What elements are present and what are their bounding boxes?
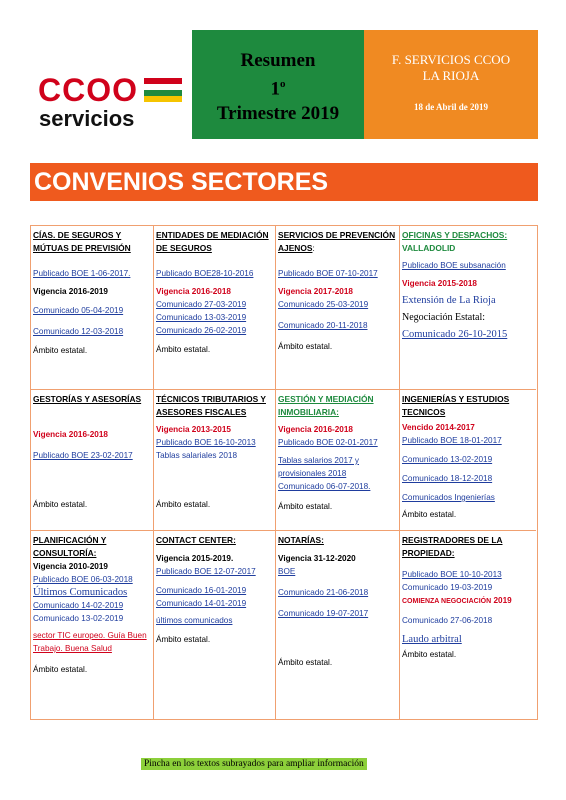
ambito-text: Ámbito estatal. (33, 500, 88, 509)
comunicado-link[interactable]: Comunicado 13-02-2019 (402, 455, 493, 464)
comienza-negociacion: COMIENZA NEGOCIACIÓN (402, 598, 492, 605)
boe-link[interactable]: Publicado BOE 02-01-2017 (278, 438, 378, 447)
report-title: Resumen 1$^o$ Trimestre 2019 (192, 30, 364, 139)
boe-link[interactable]: Publicado BOE subsanación (402, 261, 506, 270)
comunicado-link[interactable]: Comunicado 18-12-2018 (402, 474, 493, 483)
rioja-flag-icon (144, 78, 182, 102)
comunicado-link[interactable]: Comunicado 26-02-2019 (156, 326, 247, 335)
tablas-link[interactable]: Tablas salariales 2018 (156, 451, 238, 460)
cell-tecnicos (154, 390, 276, 531)
boe-link[interactable]: Publicado BOE 18-01-2017 (402, 436, 502, 445)
cell-contact-center (154, 531, 276, 719)
vigencia-text: Vigencia 2016-2018 (156, 287, 231, 296)
cell-title: ENTIDADES DE MEDIACIÓN DE SEGUROS (156, 230, 269, 253)
ambito-text: Ámbito estatal. (278, 502, 333, 511)
ambito-text: Ámbito estatal. (33, 665, 88, 674)
cell-planificacion (31, 531, 154, 719)
vigencia-text: Vigencia 2016-2018 (33, 430, 108, 439)
cell-title: NOTARÍAS: (278, 535, 324, 545)
guia-link[interactable]: sector TIC europeo. Guía Buen Trabajo. Buena Salud (33, 631, 147, 653)
ambito-text: Ámbito estatal. (278, 342, 333, 351)
cell-title: GESTIÓN Y MEDIACIÓN INMOBILIARIA: (278, 394, 374, 417)
logo-subtext: servicios (39, 106, 135, 131)
comunicado-link[interactable]: Comunicado 14-01-2019 (156, 599, 247, 608)
boe-link[interactable]: Publicado BOE 06-03-2018 (33, 575, 133, 584)
boe-link[interactable]: Publicado BOE 1-06-2017. (33, 269, 131, 278)
cell-seguros (31, 226, 154, 390)
cell-title: OFICINAS Y DESPACHOS: (402, 230, 508, 240)
comunicado-link[interactable]: Comunicado 27-03-2019 (156, 300, 247, 309)
cell-ingenierias (400, 390, 536, 531)
report-date: 18 de Abril de 2019 (413, 102, 488, 112)
negociacion-text: Negociación Estatal: (402, 312, 486, 323)
comunicado-link[interactable]: Comunicado 25-03-2019 (278, 300, 369, 309)
vencido-text: Vencido 2014-2017 (402, 423, 475, 432)
comunicado-link[interactable]: Comunicado 19-07-2017 (278, 609, 369, 618)
tablas-link[interactable]: Tablas salarios 2017 y provisionales 2018 (278, 456, 360, 478)
comunicado-link[interactable]: Comunicado 26-10-2015 (402, 329, 508, 340)
boe-link[interactable]: Publicado BOE28-10-2016 (156, 269, 254, 278)
comunicados-link[interactable]: Comunicados Ingenierías (402, 493, 495, 502)
comunicado-link[interactable]: Comunicado 27-06-2018 (402, 616, 493, 625)
boe-link[interactable]: Publicado BOE 23-02-2017 (33, 451, 133, 460)
header (30, 30, 538, 139)
vigencia-text: Vigencia 2016-2019 (33, 287, 108, 296)
boe-link[interactable]: Publicado BOE 07-10-2017 (278, 269, 378, 278)
cell-notarias (276, 531, 400, 719)
comunicado-link[interactable]: Comunicado 16-01-2019 (156, 586, 247, 595)
boe-link[interactable]: BOE (278, 567, 296, 576)
ambito-text: Ámbito estatal. (33, 346, 88, 355)
ambito-text: Ámbito estatal. (402, 510, 457, 519)
logo-text: CCOO (38, 72, 138, 108)
cell-gestorias (31, 390, 154, 531)
cell-title: CONTACT CENTER: (156, 535, 236, 545)
comunicado-link[interactable]: Comunicado 13-02-2019 (33, 614, 124, 623)
ambito-text: Ámbito estatal. (278, 658, 333, 667)
ambito-text: Ámbito estatal. (156, 345, 211, 354)
vigencia-text: Vigencia 2015-2019. (156, 554, 234, 563)
comunicado-link[interactable]: Comunicado 13-03-2019 (156, 313, 247, 322)
vigencia-text: Vigencia 2013-2015 (156, 425, 231, 434)
cell-title: TÉCNICOS TRIBUTARIOS Y ASESORES FISCALES (156, 394, 266, 417)
comunicado-link[interactable]: Comunicado 12-03-2018 (33, 327, 124, 336)
cell-title: SERVICIOS DE PREVENCIÓN AJENOS (278, 230, 396, 253)
comunicado-link[interactable]: Comunicado 19-03-2019 (402, 583, 493, 592)
cell-title: CÍAS. DE SEGUROS Y MÚTUAS DE PREVISIÓN (33, 230, 131, 253)
cell-oficinas (400, 226, 536, 390)
comunicado-link[interactable]: Comunicado 05-04-2019 (33, 306, 124, 315)
comunicado-link[interactable]: Comunicado 20-11-2018 (278, 321, 368, 330)
boe-link[interactable]: Publicado BOE 10-10-2013 (402, 570, 502, 579)
cell-title: GESTORÍAS Y ASESORÍAS (33, 394, 142, 404)
comunicado-link[interactable]: Comunicado 14-02-2019 (33, 601, 124, 610)
laudo-link[interactable]: Laudo arbitral (402, 634, 462, 645)
cell-gestion (276, 390, 400, 531)
cell-subtitle: VALLADOLID (402, 243, 456, 253)
ambito-text: Ámbito estatal. (402, 650, 457, 659)
org-name: F. SERVICIOS CCOO (391, 52, 511, 67)
boe-link[interactable]: Publicado BOE 16-10-2013 (156, 438, 256, 447)
ultimos-comunicados-link[interactable]: últimos comunicados (156, 616, 233, 625)
cell-registradores: REGISTRADORES DE LA PROPIEDAD: Publicado BOE 10-10-2013 Comunicado 19-03-2019 COMIENZA NEGOCIACIÓN 2019 Comunicado 27-06-2018 Laudo arbitral Ámbito estatal. (400, 531, 536, 719)
vigencia-text: Vigencia 2016-2018 (278, 425, 353, 434)
cell-title: REGISTRADORES DE LA PROPIEDAD: (402, 535, 503, 558)
org-box (364, 30, 538, 139)
vigencia-text: Vigencia 31-12-2020 (278, 554, 356, 563)
vigencia-text: Vigencia 2015-2018 (402, 279, 477, 288)
vigencia-text: Vigencia 2017-2018 (278, 287, 353, 296)
cell-title: INGENIERÍAS Y ESTUDIOS TECNICOS (402, 394, 510, 417)
comunicado-link[interactable]: Comunicado 21-06-2018 (278, 588, 369, 597)
ambito-text: Ámbito estatal. (156, 500, 211, 509)
boe-link[interactable]: Publicado BOE 12-07-2017 (156, 567, 256, 576)
cell-title: PLANIFICACIÓN Y CONSULTORÍA: (33, 535, 107, 558)
extension-link[interactable]: Extensión de La Rioja (402, 295, 496, 306)
cell-mediacion (154, 226, 276, 390)
section-banner: CONVENIOS SECTORES (30, 163, 538, 201)
vigencia-text: Vigencia 2010-2019 (33, 562, 108, 571)
comunicado-link[interactable]: Comunicado 06-07-2018. (278, 482, 371, 491)
org-region: LA RIOJA (422, 68, 480, 83)
cell-prevencion: SERVICIOS DE PREVENCIÓN AJENOS: Publicado BOE 07-10-2017 Vigencia 2017-2018 Comunicado 25-03-2019 Comunicado 20-11-2018 Ámbito estatal. (276, 226, 400, 390)
ultimos-comunicados-link[interactable]: Últimos Comunicados (33, 587, 128, 598)
ccoo-logo (30, 30, 192, 139)
convenios-grid (30, 225, 538, 720)
ambito-text: Ámbito estatal. (156, 635, 211, 644)
footer-note: Pincha en los textos subrayados para ampliar información (141, 758, 367, 770)
